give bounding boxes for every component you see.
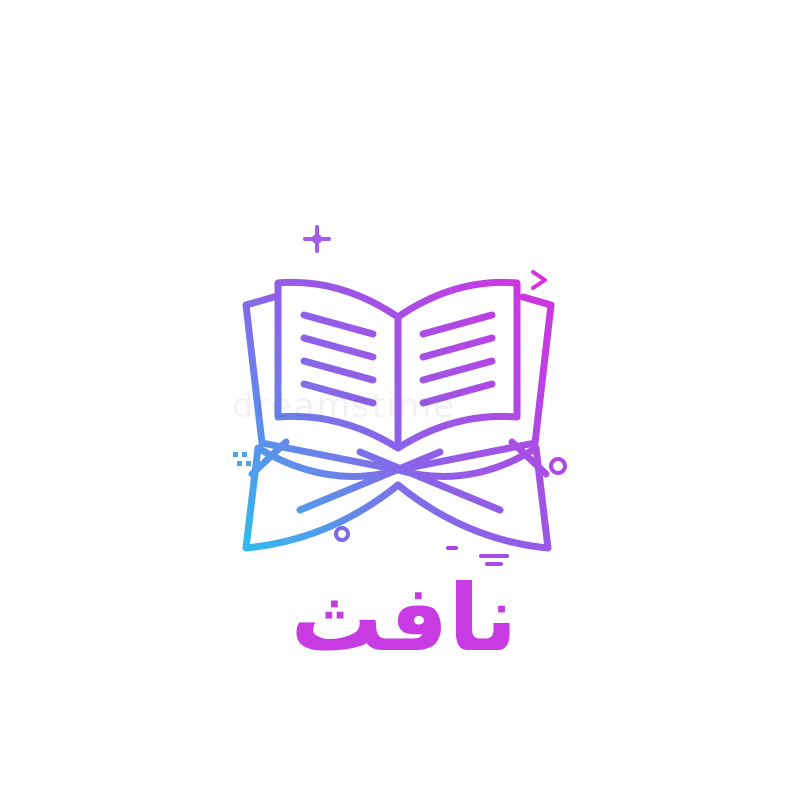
calligraphy-text: نافث	[290, 565, 518, 672]
watermark: dreamstime	[232, 386, 457, 426]
